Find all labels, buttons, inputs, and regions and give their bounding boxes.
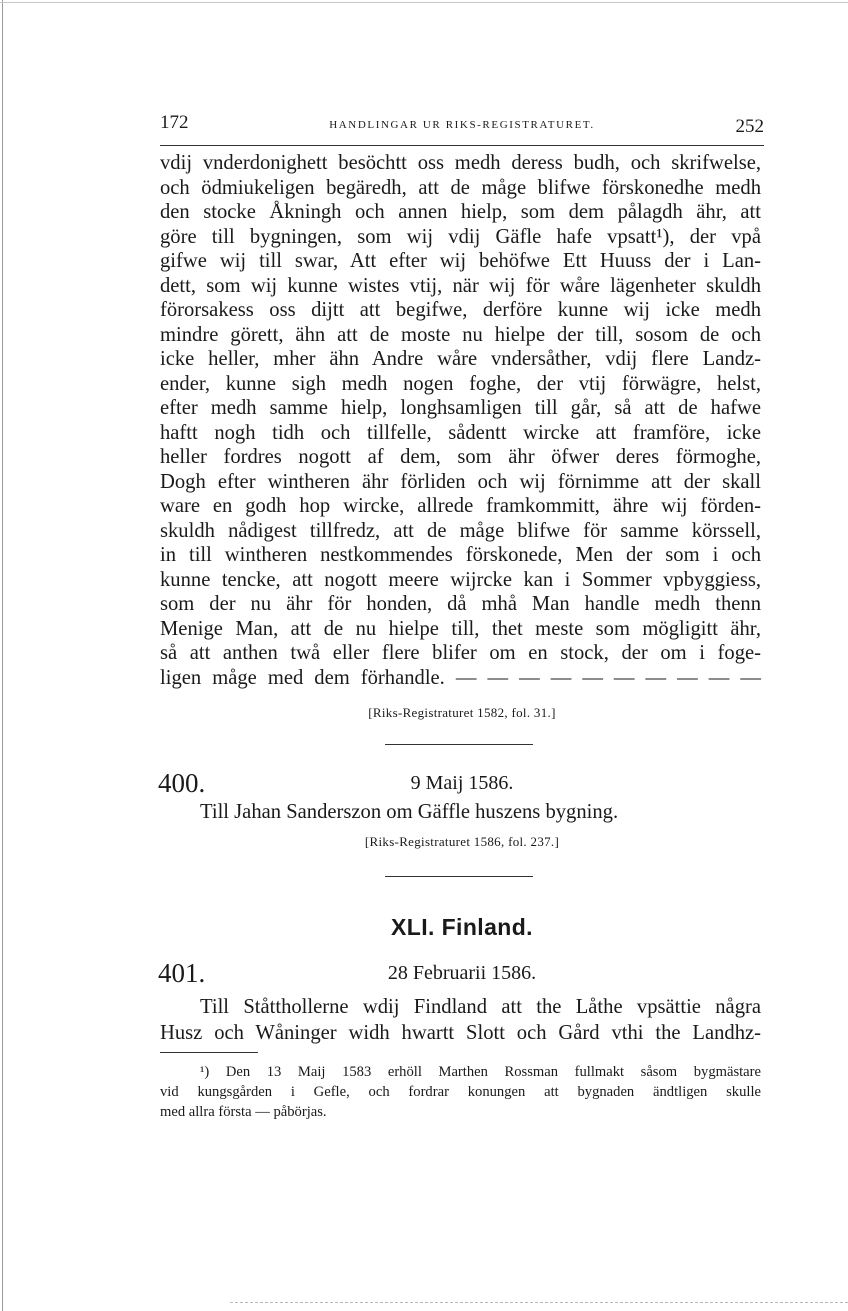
text-line: förorsakess oss dijtt att begifwe, derföre kunne wij icke medh [160,299,761,321]
text-line: in till wintheren nestkommendes förskonede, Men der som i och [160,544,761,566]
text-line: och ödmiukeligen begäredh, att de måge blifwe förskonedhe medh [160,176,761,199]
running-title: HANDLINGAR UR RIKS-REGISTRATURET. [329,119,595,131]
source-citation: [Riks-Registraturet 1582, fol. 31.] [368,705,556,720]
text-line: dett, som wij kunne wistes vtij, när wij för wåre lägenheter skuldh [160,274,761,297]
footnote [160,1062,761,1122]
text-line: mindre görett, ähn att de moste nu hielpe der till, sosom de och [160,323,761,346]
letter-continuation-text [160,151,761,690]
footnote-line: med allra första — påbörjas. [160,1104,327,1120]
text-line: Husz och Wåninger widh hwartt Slott och Gård vthi the Landhz- [160,1022,761,1044]
separator-rule [385,876,533,877]
text-line: som der nu ähr för honden, då mhå Man handle medh thenn [160,593,761,615]
text-line: gifwe wij till swar, Att efter wij behöfwe Ett Huuss der i Lan- [160,250,761,272]
text-line: heller fordres nogott af dem, som ähr öfwer deres förmoghe, [160,446,761,468]
section-heading: XLI. Finland. [391,914,533,940]
separator-rule [385,744,533,745]
document-summary: Till Jahan Sanderszon om Gäffle huszens bygning. [200,801,619,823]
text-line: så att anthen twå eller flere blifer om en stock, der om i foge- [160,642,761,664]
source-citation: [Riks-Registraturet 1586, fol. 237.] [364,834,560,849]
running-header [160,112,764,142]
text-line: haftt nogh tidh och tillfelle, sådentt wircke att framföre, icke [160,421,761,444]
document-number: 400. [158,768,206,798]
document-date: 28 Februarii 1586. [387,962,537,984]
document-number: 401. [158,958,206,988]
page-edge-top [0,2,848,3]
text-line: Till Ståtthollerne wdij Findland att the Låthe vpsättie några [200,996,761,1018]
footnote-rule [160,1052,258,1053]
text-line: icke heller, mher ähn Andre wåre vndersåther, vdij flere Landz- [160,348,761,370]
text-line: göre till bygningen, som wij vdij Gäfle hafe vpsatt¹), der vpå [160,225,761,248]
header-rule [160,145,764,146]
text-line: den stocke Åkningh och annen hielp, som dem pålagdh ähr, att [160,201,761,223]
text-line: vdij vnderdonighett besöchtt oss medh deress budh, och skrifwelse, [160,152,761,174]
text-line: Dogh efter wintheren ähr förliden och wij förnimme att der skall [160,470,761,493]
footnote-line: vid kungsgården i Gefle, och fordrar konungen att bygnaden ändtligen skulle [160,1084,761,1100]
text-line: efter medh samme hielp, longhsamligen till går, så att de hafwe [160,397,761,419]
footnote-line: ¹) Den 13 Maij 1583 erhöll Marthen Rossman fullmakt såsom bygmästare [200,1064,761,1080]
text-line: skuldh nådigest tillfredz, att de måge blifwe för samme körssell, [160,519,761,542]
page-edge-left [2,0,3,1311]
page-edge-bottom [230,1302,848,1303]
text-line: Menige Man, att de nu hielpe till, thet meste som mögligitt ähr, [160,617,761,640]
text-line: ender, kunne sigh medh nogen foghe, der vtij förwägre, helst, [160,372,761,395]
text-line: ligen måge med dem förhandle. — — — — — — — — — — [160,666,761,689]
text-line: ware en godh hop wircke, allrede framkommitt, ähre wij förden- [160,495,761,517]
page-number-right: 252 [735,116,764,137]
document-date: 9 Maij 1586. [410,772,514,794]
text-line: kunne tencke, att nogott meere wijrcke kan i Sommer vpbyggiess, [160,568,761,591]
document-text [160,994,761,1046]
page-number-left: 172 [160,112,189,133]
